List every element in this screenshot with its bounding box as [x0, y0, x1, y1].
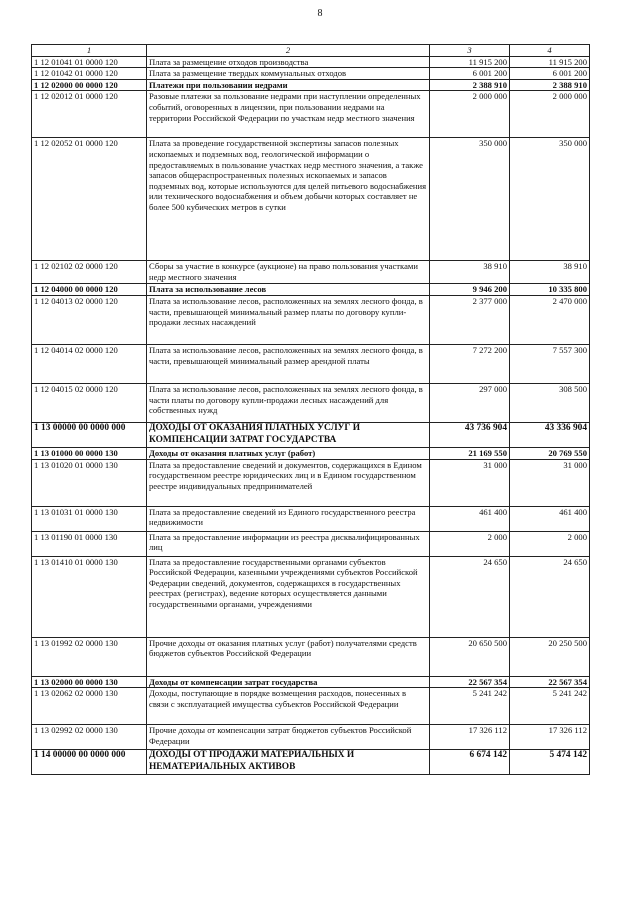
- row-code-cell: 1 13 01000 00 0000 130: [32, 447, 147, 459]
- row-name-cell: Платежи при пользовании недрами: [147, 79, 430, 91]
- row-code-cell: 1 13 02000 00 0000 130: [32, 676, 147, 688]
- row-name-cell: Плата за предоставление сведений и документов, содержащихся в Едином государственном реестре юридических лиц и в Едином государственном реестре индивидуальных предпринимателей: [147, 459, 430, 506]
- row-value-4-cell: 2 000: [510, 531, 590, 556]
- row-value-4-cell: 10 335 800: [510, 284, 590, 296]
- row-name-cell: Плата за использование лесов, расположенных на землях лесного фонда, в части платы по договору купли-продажи лесных насаждений для собственных нужд: [147, 383, 430, 422]
- row-code-cell: 1 14 00000 00 0000 000: [32, 750, 147, 775]
- table-row: [32, 447, 590, 459]
- row-name-cell: Плата за предоставление сведений из Единого государственного реестра недвижимости: [147, 506, 430, 531]
- row-value-4-cell: 20 769 550: [510, 447, 590, 459]
- row-code-cell: 1 13 02062 02 0000 130: [32, 688, 147, 725]
- row-value-3-cell: 31 000: [430, 459, 510, 506]
- table-row: [32, 531, 590, 556]
- row-name-cell: Доходы от компенсации затрат государства: [147, 676, 430, 688]
- table-header-row: [32, 45, 590, 57]
- row-name-cell: Прочие доходы от компенсации затрат бюджетов субъектов Российской Федерации: [147, 725, 430, 750]
- table-row: [32, 506, 590, 531]
- row-name-cell: Плата за предоставление государственными органами субъектов Российской Федерации, казенными учреждениями субъектов Российской Федерации сведений, документов, содержащихся в государственных реестрах (регистрах), ведение которых осуществляется данными государственными органами, учреждениями: [147, 556, 430, 637]
- row-name-cell: Доходы от оказания платных услуг (работ): [147, 447, 430, 459]
- table-row: [32, 750, 590, 775]
- column-header-value-4: 4: [510, 45, 590, 57]
- row-value-3-cell: 7 272 200: [430, 344, 510, 383]
- row-code-cell: 1 12 04000 00 0000 120: [32, 284, 147, 296]
- row-value-3-cell: 6 001 200: [430, 68, 510, 80]
- row-value-4-cell: 17 326 112: [510, 725, 590, 750]
- row-name-cell: Плата за использование лесов, расположенных на землях лесного фонда, в части, превышающей минимальный размер арендной платы: [147, 344, 430, 383]
- row-value-4-cell: 5 474 142: [510, 750, 590, 775]
- table-row: [32, 295, 590, 344]
- row-value-3-cell: 2 000 000: [430, 91, 510, 138]
- row-code-cell: 1 12 04013 02 0000 120: [32, 295, 147, 344]
- row-name-cell: Плата за использование лесов, расположенных на землях лесного фонда, в части, превышающей минимальный размер платы по договору купли-продажи лесных насаждений: [147, 295, 430, 344]
- column-header-name: 2: [147, 45, 430, 57]
- row-value-4-cell: 461 400: [510, 506, 590, 531]
- row-name-cell: Прочие доходы от оказания платных услуг (работ) получателями средств бюджетов субъектов Российской Федерации: [147, 637, 430, 676]
- row-value-3-cell: 43 736 904: [430, 422, 510, 447]
- row-code-cell: 1 13 01031 01 0000 130: [32, 506, 147, 531]
- row-value-3-cell: 38 910: [430, 261, 510, 284]
- row-name-cell: Плата за проведение государственной экспертизы запасов полезных ископаемых и подземных вод, геологической информации о предоставляемых в пользование участках недр местного значения, а также запасов общераспространенных полезных ископаемых и запасов подземных вод, которые используются для целей питьевого водоснабжения или технического водоснабжения и объем добычи которых составляет не более 500 кубических метров в сутки: [147, 138, 430, 261]
- table-row: [32, 138, 590, 261]
- row-name-cell: Плата за использование лесов: [147, 284, 430, 296]
- row-value-3-cell: 9 946 200: [430, 284, 510, 296]
- row-code-cell: 1 12 01042 01 0000 120: [32, 68, 147, 80]
- row-code-cell: 1 13 01190 01 0000 130: [32, 531, 147, 556]
- row-code-cell: 1 12 02102 02 0000 120: [32, 261, 147, 284]
- row-value-3-cell: 2 000: [430, 531, 510, 556]
- table-row: [32, 383, 590, 422]
- table-row: [32, 91, 590, 138]
- row-value-4-cell: 43 336 904: [510, 422, 590, 447]
- row-value-4-cell: 308 500: [510, 383, 590, 422]
- table-row: [32, 344, 590, 383]
- table-row: [32, 637, 590, 676]
- row-value-4-cell: 22 567 354: [510, 676, 590, 688]
- table-row: [32, 68, 590, 80]
- row-value-4-cell: 5 241 242: [510, 688, 590, 725]
- table-row: [32, 688, 590, 725]
- row-value-4-cell: 2 388 910: [510, 79, 590, 91]
- row-value-3-cell: 2 377 000: [430, 295, 510, 344]
- row-name-cell: Сборы за участие в конкурсе (аукционе) на право пользования участками недр местного значения: [147, 261, 430, 284]
- table-row: [32, 284, 590, 296]
- row-value-3-cell: 24 650: [430, 556, 510, 637]
- row-code-cell: 1 13 01410 01 0000 130: [32, 556, 147, 637]
- row-value-4-cell: 2 470 000: [510, 295, 590, 344]
- row-value-3-cell: 6 674 142: [430, 750, 510, 775]
- row-value-3-cell: 17 326 112: [430, 725, 510, 750]
- row-value-4-cell: 20 250 500: [510, 637, 590, 676]
- row-value-3-cell: 11 915 200: [430, 56, 510, 68]
- row-value-4-cell: 31 000: [510, 459, 590, 506]
- row-value-3-cell: 20 650 500: [430, 637, 510, 676]
- row-value-3-cell: 22 567 354: [430, 676, 510, 688]
- row-value-3-cell: 2 388 910: [430, 79, 510, 91]
- row-code-cell: 1 12 01041 01 0000 120: [32, 56, 147, 68]
- page-number: 8: [317, 8, 323, 19]
- table-row: [32, 422, 590, 447]
- row-value-4-cell: 38 910: [510, 261, 590, 284]
- budget-revenue-table: [31, 44, 590, 775]
- row-code-cell: 1 12 04015 02 0000 120: [32, 383, 147, 422]
- row-value-3-cell: 5 241 242: [430, 688, 510, 725]
- row-value-4-cell: 6 001 200: [510, 68, 590, 80]
- row-name-cell: ДОХОДЫ ОТ ПРОДАЖИ МАТЕРИАЛЬНЫХ И НЕМАТЕРИАЛЬНЫХ АКТИВОВ: [147, 750, 430, 775]
- table-row: [32, 459, 590, 506]
- row-name-cell: Плата за предоставление информации из реестра дисквалифицированных лиц: [147, 531, 430, 556]
- row-code-cell: 1 13 02992 02 0000 130: [32, 725, 147, 750]
- row-code-cell: 1 12 02000 00 0000 120: [32, 79, 147, 91]
- row-name-cell: ДОХОДЫ ОТ ОКАЗАНИЯ ПЛАТНЫХ УСЛУГ И КОМПЕНСАЦИИ ЗАТРАТ ГОСУДАРСТВА: [147, 422, 430, 447]
- row-value-4-cell: 2 000 000: [510, 91, 590, 138]
- row-code-cell: 1 13 01020 01 0000 130: [32, 459, 147, 506]
- row-code-cell: 1 12 04014 02 0000 120: [32, 344, 147, 383]
- row-value-4-cell: 24 650: [510, 556, 590, 637]
- row-name-cell: Плата за размещение отходов производства: [147, 56, 430, 68]
- row-value-4-cell: 11 915 200: [510, 56, 590, 68]
- row-code-cell: 1 12 02012 01 0000 120: [32, 91, 147, 138]
- row-code-cell: 1 13 01992 02 0000 130: [32, 637, 147, 676]
- row-value-3-cell: 350 000: [430, 138, 510, 261]
- row-name-cell: Разовые платежи за пользование недрами при наступлении определенных событий, оговоренных в лицензии, при пользовании недрами на территории Российской Федерации по участкам недр местного значения: [147, 91, 430, 138]
- table-row: [32, 676, 590, 688]
- column-header-value-3: 3: [430, 45, 510, 57]
- table-row: [32, 261, 590, 284]
- row-code-cell: 1 13 00000 00 0000 000: [32, 422, 147, 447]
- row-value-3-cell: 461 400: [430, 506, 510, 531]
- row-value-4-cell: 350 000: [510, 138, 590, 261]
- row-code-cell: 1 12 02052 01 0000 120: [32, 138, 147, 261]
- table-row: [32, 725, 590, 750]
- row-name-cell: Плата за размещение твердых коммунальных отходов: [147, 68, 430, 80]
- column-header-code: 1: [32, 45, 147, 57]
- table-row: [32, 556, 590, 637]
- table-row: [32, 79, 590, 91]
- table-row: [32, 56, 590, 68]
- row-name-cell: Доходы, поступающие в порядке возмещения расходов, понесенных в связи с эксплуатацией имущества субъектов Российской Федерации: [147, 688, 430, 725]
- row-value-3-cell: 21 169 550: [430, 447, 510, 459]
- row-value-4-cell: 7 557 300: [510, 344, 590, 383]
- row-value-3-cell: 297 000: [430, 383, 510, 422]
